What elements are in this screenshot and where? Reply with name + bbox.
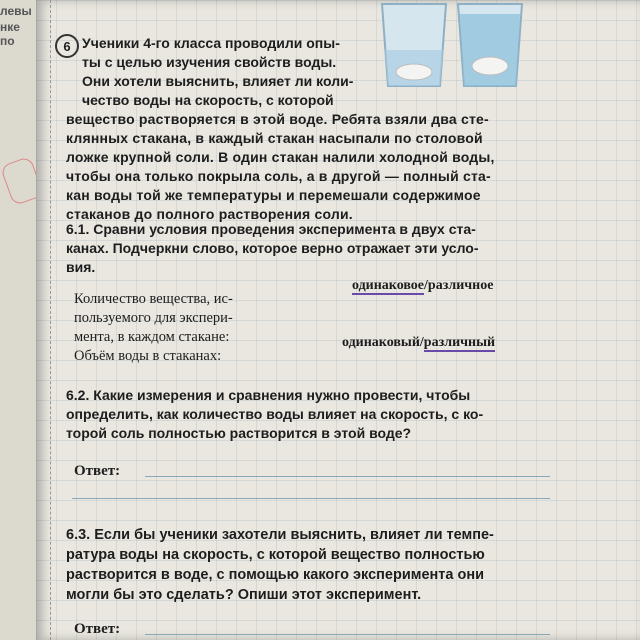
intro-line: чество воды на скорость, с которой bbox=[82, 92, 334, 108]
q61-row1-options bbox=[352, 276, 493, 295]
row1-label-line: мента, в каждом стакане: bbox=[74, 329, 230, 345]
q62-answer-line-1[interactable] bbox=[145, 476, 550, 477]
intro-line: Они хотели выяснить, влияет ли коли- bbox=[82, 73, 354, 89]
q62-line: торой соль полностью растворится в этой воде? bbox=[66, 425, 412, 441]
intro-line: ты с целью изучения свойств воды. bbox=[82, 54, 337, 70]
q62-answer-label: Ответ: bbox=[74, 463, 121, 479]
task-intro-wide bbox=[66, 110, 546, 224]
question-6-2 bbox=[66, 386, 556, 443]
intro-line: стаканов до полного растворения соли. bbox=[66, 206, 353, 222]
intro-line: ложке крупной соли. В один стакан налили холодной воды, bbox=[66, 149, 495, 165]
q62-line: 6.2. Какие измерения и сравнения нужно провести, чтобы bbox=[66, 387, 471, 403]
option-same-volume[interactable]: одинаковый bbox=[342, 335, 420, 350]
q61-line: вия. bbox=[66, 259, 96, 275]
intro-line: кан воды той же температуры и перемешали содержимое bbox=[66, 187, 481, 203]
q61-line: канах. Подчеркни слово, которое верно отражает эти усло- bbox=[66, 240, 479, 256]
left-page-fragment: нке по bbox=[0, 20, 20, 48]
q63-line: 6.3. Если бы ученики захотели выяснить, влияет ли темпе- bbox=[66, 527, 494, 543]
option-different-amount[interactable]: различное bbox=[427, 278, 494, 293]
question-6-3 bbox=[66, 525, 566, 605]
row1-label-line: пользуемого для экспери- bbox=[74, 310, 233, 326]
glasses-illustration bbox=[378, 0, 528, 92]
q63-answer-label: Ответ: bbox=[74, 621, 121, 637]
q61-line: 6.1. Сравни условия проведения эксперимента в двух ста- bbox=[66, 221, 476, 237]
intro-line: клянных стакана, в каждый стакан насыпали по столовой bbox=[66, 130, 483, 146]
row1-label-line: Количество вещества, ис- bbox=[74, 291, 233, 307]
q61-row2-label: Объём воды в стаканах: bbox=[74, 348, 222, 364]
task-intro bbox=[82, 34, 382, 110]
glass-full-water-icon bbox=[458, 4, 522, 86]
option-separator: / bbox=[419, 335, 424, 350]
left-page-edge bbox=[0, 0, 36, 640]
q63-line: растворится в воде, с помощью какого эксперимента они bbox=[66, 567, 485, 583]
margin-dash-line bbox=[50, 0, 51, 640]
option-different-volume[interactable]: различный bbox=[423, 335, 496, 350]
intro-line: Ученики 4-го класса проводили опы- bbox=[82, 35, 340, 51]
question-6-1 bbox=[66, 220, 546, 277]
intro-line: вещество растворяется в этой воде. Ребята взяли два сте- bbox=[66, 111, 489, 127]
q62-answer-line-2[interactable] bbox=[72, 498, 550, 499]
q63-line: могли бы это сделать? Опиши этот эксперимент. bbox=[66, 587, 422, 603]
task-number-badge: 6 bbox=[55, 34, 79, 58]
pink-doodle bbox=[0, 156, 36, 206]
q62-line: определить, как количество воды влияет на скорость, с ко- bbox=[66, 406, 484, 422]
q63-answer-line[interactable] bbox=[145, 634, 550, 635]
glass-low-water-icon bbox=[382, 4, 446, 86]
q61-row1-label bbox=[74, 290, 314, 347]
intro-line: чтобы она только покрыла соль, а в другой — полный ста- bbox=[66, 168, 491, 184]
option-same-amount[interactable]: одинаковое bbox=[352, 278, 425, 293]
q63-line: ратура воды на скорость, с которой вещество полностью bbox=[66, 547, 485, 563]
left-page-fragment: левы bbox=[0, 4, 32, 18]
q61-row2-options bbox=[342, 333, 495, 352]
option-separator: / bbox=[424, 278, 428, 293]
